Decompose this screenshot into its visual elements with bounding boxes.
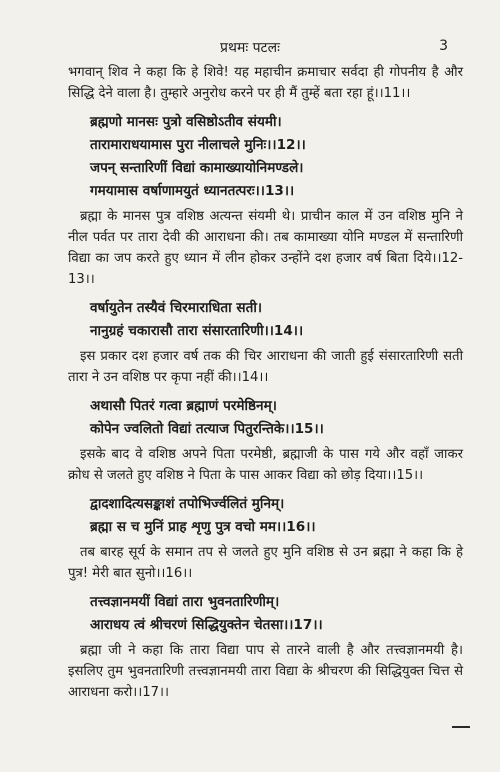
translation-paragraph: ब्रह्मा जी ने कहा कि तारा विद्या पाप से तारने वाली है और तत्त्वज्ञानमयी है। इसलिए तुम भुवनतारिणी तत्त्वज्ञानमयी तारा विद्या के श्रीचरण की सिद्धियुक्त चित्त से आराधना करो।।17।। bbox=[68, 643, 463, 700]
page-header bbox=[0, 38, 500, 58]
verse-line: द्वादशादित्यसङ्काशं तपोभिर्ज्वलितं मुनिम्। bbox=[90, 496, 285, 512]
sanskrit-verse bbox=[68, 395, 463, 441]
translation-paragraph: इसके बाद वे वशिष्ठ अपने पिता परमेष्ठी, ब्रह्माजी के पास गये और वहाँ जाकर क्रोध से जलते हुए वशिष्ठ ने पिता के पास आकर विद्या को छोड़ दिया।।15।। bbox=[68, 447, 463, 483]
verse-line: आराधय त्वं श्रीचरणं सिद्धियुक्तेन चेतसा।।17।। bbox=[90, 617, 323, 633]
sanskrit-verse bbox=[68, 591, 463, 637]
verse-line: वर्षायुतेन तस्यैवं चिरमाराधिता सती। bbox=[90, 300, 262, 316]
chapter-title: प्रथमः पटलः bbox=[220, 40, 280, 56]
verse-line: नानुग्रहं चकारासौ तारा संसारतारिणी।।14।। bbox=[90, 323, 304, 339]
translation-paragraph: तब बारह सूर्य के समान तप से जलते हुए मुनि वशिष्ठ से उन ब्रह्मा ने कहा कि हे पुत्र! मेरी बात सुनो।।16।। bbox=[68, 545, 463, 581]
page-body bbox=[68, 62, 463, 710]
translation-paragraph: भगवान् शिव ने कहा कि हे शिवे! यह महाचीन क्रमाचार सर्वदा ही गोपनीय है और सिद्धि देने वाला है। तुम्हारे अनुरोध करने पर ही मैं तुम्हें बता रहा हूं।।11।। bbox=[68, 65, 463, 101]
verse-line: तत्त्वज्ञानमयीं विद्यां तारा भुवनतारिणीम्। bbox=[90, 594, 280, 610]
sanskrit-verse bbox=[68, 297, 463, 343]
verse-line: जपन् सन्तारिणीं विद्यां कामाख्यायोनिमण्डले। bbox=[90, 160, 304, 176]
sanskrit-verse bbox=[68, 493, 463, 539]
verse-line: गमयामास वर्षाणामयुतं ध्यानतत्परः।।13।। bbox=[90, 183, 295, 199]
verse-line: ब्रह्मा स च मुनिं प्राह शृणु पुत्र वचो मम।।16।। bbox=[90, 519, 316, 535]
translation-paragraph: ब्रह्मा के मानस पुत्र वशिष्ठ अत्यन्त संयमी थे। प्राचीन काल में उन वशिष्ठ मुनि ने नील पर्वत पर तारा देवी की आराधना की। तब कामाख्या योनि मण्डल में सन्तारिणी विद्या का जप करते हुए ध्यान में लीन होकर उन्होंने दश हजार वर्ष बिता दिये।।12-13।। bbox=[68, 209, 463, 287]
translation-paragraph: इस प्रकार दश हजार वर्ष तक की चिर आराधना की जाती हुई संसारतारिणी सती तारा ने उन वशिष्ठ पर कृपा नहीं की।।14।। bbox=[68, 349, 463, 385]
page-end-dash bbox=[452, 726, 470, 728]
verse-line: कोपेन ज्वलितो विद्यां तत्याज पितुरन्तिके।।15।। bbox=[90, 421, 324, 437]
verse-line: ताराम‍ाराधयामास पुरा नीलाचले मुनिः।।12।। bbox=[90, 137, 306, 153]
page-number: 3 bbox=[439, 38, 448, 54]
verse-line: ब्रह्मणो मानसः पुत्रो वसिष्ठोऽतीव संयमी। bbox=[90, 114, 282, 130]
sanskrit-verse bbox=[68, 111, 463, 203]
verse-line: अथासौ पितरं गत्वा ब्रह्माणं परमेष्ठिनम्। bbox=[90, 398, 277, 414]
